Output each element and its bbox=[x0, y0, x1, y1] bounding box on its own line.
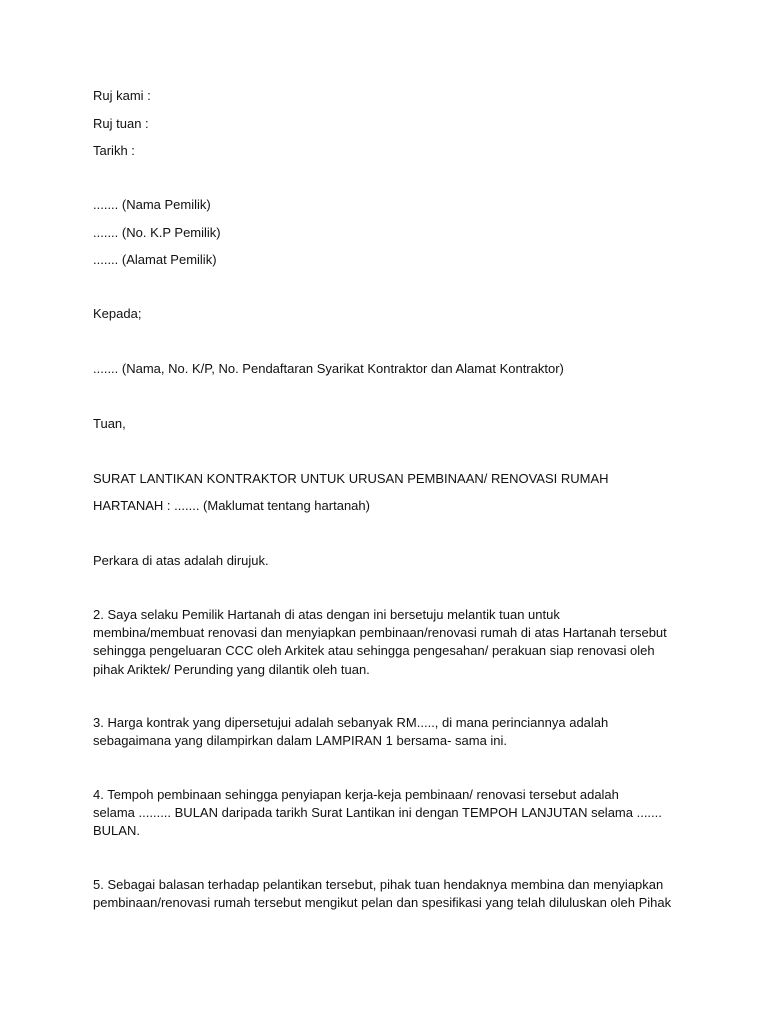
owner-ic-number: ....... (No. K.P Pemilik) bbox=[93, 225, 221, 240]
date-line: Tarikh : bbox=[93, 143, 135, 158]
our-reference: Ruj kami : bbox=[93, 88, 151, 103]
paragraph-3-line: sebagaimana yang dilampirkan dalam LAMPIRAN 1 bersama- sama ini. bbox=[93, 733, 508, 749]
paragraph-2-line: sehingga pengeluaran CCC oleh Arkitek atau sehingga pengesahan/ perakuan siap renovasi oleh bbox=[93, 643, 655, 659]
paragraph-1: Perkara di atas adalah dirujuk. bbox=[93, 553, 269, 568]
paragraph-3-line: 3. Harga kontrak yang dipersetujui adalah sebanyak RM....., di mana perinciannya adalah bbox=[93, 715, 609, 730]
paragraph-5 bbox=[93, 876, 671, 912]
paragraph-2-line: pihak Ariktek/ Perunding yang dilantik oleh tuan. bbox=[93, 661, 370, 677]
recipient-details: ....... (Nama, No. K/P, No. Pendaftaran Syarikat Kontraktor dan Alamat Kontraktor) bbox=[93, 361, 564, 376]
owner-name: ....... (Nama Pemilik) bbox=[93, 197, 211, 212]
salutation: Tuan, bbox=[93, 416, 126, 431]
paragraph-3 bbox=[93, 714, 608, 750]
paragraph-5-line: 5. Sebagai balasan terhadap pelantikan tersebut, pihak tuan hendaknya membina dan menyiapkan bbox=[93, 877, 664, 892]
paragraph-4 bbox=[93, 786, 662, 841]
your-reference: Ruj tuan : bbox=[93, 116, 149, 131]
paragraph-4-line: 4. Tempoh pembinaan sehingga penyiapan kerja-keja pembinaan/ renovasi tersebut adalah bbox=[93, 787, 619, 802]
owner-address: ....... (Alamat Pemilik) bbox=[93, 252, 217, 267]
paragraph-4-line: BULAN. bbox=[93, 823, 140, 839]
paragraph-2 bbox=[93, 606, 667, 679]
recipient-label: Kepada; bbox=[93, 306, 142, 321]
subject-line-2: HARTANAH : ....... (Maklumat tentang hartanah) bbox=[93, 498, 370, 513]
paragraph-4-line: selama ......... BULAN daripada tarikh Surat Lantikan ini dengan TEMPOH LANJUTAN selama ....... bbox=[93, 805, 662, 821]
paragraph-2-line: 2. Saya selaku Pemilik Hartanah di atas dengan ini bersetuju melantik tuan untuk bbox=[93, 607, 560, 622]
paragraph-2-line: membina/membuat renovasi dan menyiapkan pembinaan/renovasi rumah di atas Hartanah tersebut bbox=[93, 625, 667, 641]
subject-line-1: SURAT LANTIKAN KONTRAKTOR UNTUK URUSAN PEMBINAAN/ RENOVASI RUMAH bbox=[93, 471, 609, 486]
paragraph-5-line: pembinaan/renovasi rumah tersebut mengikut pelan dan spesifikasi yang telah diluluskan oleh Pihak bbox=[93, 895, 672, 911]
